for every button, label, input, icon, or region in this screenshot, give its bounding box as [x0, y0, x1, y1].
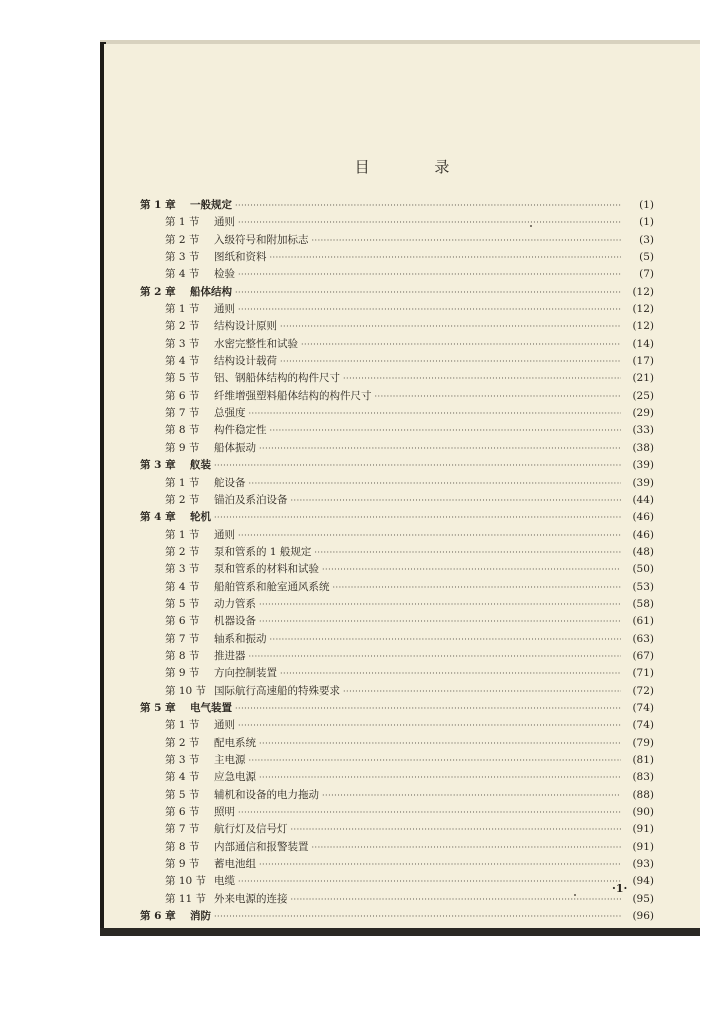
- toc-entry-number: 第 5 节: [165, 372, 200, 385]
- toc-entry-page: (17): [632, 355, 654, 368]
- toc-entry-page: (74): [632, 701, 654, 714]
- toc-section-entry[interactable]: [140, 821, 654, 838]
- dot-leader: [270, 422, 622, 439]
- toc-section-entry[interactable]: [140, 544, 654, 561]
- toc-entry-label: 轴系和振动: [214, 632, 267, 645]
- toc-entry-number: 第 8 节: [165, 424, 200, 437]
- dot-leader: [249, 475, 622, 492]
- toc-entry-label: 内部通信和报警装置: [214, 840, 309, 853]
- toc-section-entry[interactable]: [140, 839, 654, 856]
- toc-entry-page: (12): [632, 303, 654, 316]
- toc-section-entry[interactable]: [140, 579, 654, 596]
- toc-entry-number: 第 3 节: [165, 563, 200, 576]
- dot-leader: [214, 908, 621, 925]
- toc-entry-page: (79): [632, 736, 654, 749]
- dot-leader: [291, 821, 622, 838]
- toc-entry-number: 第 1 节: [165, 476, 200, 489]
- toc-section-entry[interactable]: [140, 370, 654, 387]
- toc-entry-page: (90): [632, 806, 654, 819]
- toc-entry-page: (25): [632, 389, 654, 402]
- toc-entry-label: 泵和管系的材料和试验: [214, 563, 319, 576]
- toc-entry-page: (21): [632, 372, 654, 385]
- dot-leader: [259, 856, 621, 873]
- toc-section-entry[interactable]: [140, 856, 654, 873]
- dot-leader: [312, 839, 622, 856]
- dot-leader: [301, 336, 621, 353]
- toc-entry-label: 机器设备: [214, 615, 256, 628]
- toc-section-entry[interactable]: [140, 804, 654, 821]
- dot-leader: [270, 631, 622, 648]
- toc-entry-number: 第 10 节: [165, 875, 207, 888]
- toc-entry-page: (1): [639, 199, 654, 211]
- document-page: [104, 44, 700, 930]
- toc-entry-label: 入级符号和附加标志: [214, 233, 309, 246]
- dot-leader: [280, 665, 621, 682]
- toc-entry-number: 第 4 节: [165, 771, 200, 784]
- scan-speck: [574, 894, 576, 896]
- toc-entry-page: (29): [632, 407, 654, 420]
- toc-section-entry[interactable]: [140, 665, 654, 682]
- scan-speck: [530, 225, 532, 227]
- toc-entry-number: 第 7 节: [165, 823, 200, 836]
- toc-entry-label: 泵和管系的 1 般规定: [214, 545, 312, 558]
- toc-entry-number: 第 5 节: [165, 597, 200, 610]
- toc-entry-number: 第 10 节: [165, 684, 207, 697]
- dot-leader: [249, 405, 622, 422]
- toc-entry-label: 外来电源的连接: [214, 892, 288, 905]
- toc-entry-label: 结构设计原则: [214, 320, 277, 333]
- toc-entry-number: 第 8 节: [165, 649, 200, 662]
- toc-entry-label: 船舶管系和舱室通风系统: [214, 580, 330, 593]
- toc-chapter-entry[interactable]: [140, 509, 654, 526]
- toc-entry-page: (61): [632, 615, 654, 628]
- dot-leader: [238, 527, 621, 544]
- dot-leader: [314, 544, 621, 561]
- toc-entry-number: 第 3 章: [140, 459, 176, 472]
- toc-entry-number: 第 3 节: [165, 251, 200, 264]
- toc-entry-number: 第 2 节: [165, 233, 200, 246]
- dot-leader: [238, 214, 621, 231]
- toc-entry-label: 舵设备: [214, 476, 246, 489]
- toc-entry-page: (81): [632, 754, 654, 766]
- toc-section-entry[interactable]: [140, 596, 654, 613]
- toc-entry-page: (94): [632, 875, 654, 888]
- toc-entry-label: 图纸和资料: [214, 251, 267, 264]
- toc-entry-number: 第 2 章: [140, 285, 176, 298]
- dot-leader: [238, 717, 621, 734]
- toc-entry-label: 主电源: [214, 754, 246, 766]
- toc-entry-label: 航行灯及信号灯: [214, 823, 288, 836]
- toc-section-entry[interactable]: [140, 717, 654, 734]
- toc-entry-label: 国际航行高速船的特殊要求: [214, 684, 340, 697]
- toc-entry-page: (5): [639, 251, 654, 264]
- toc-entry-label: 结构设计载荷: [214, 355, 277, 368]
- toc-entry-page: (91): [632, 840, 654, 853]
- dot-leader: [259, 769, 621, 786]
- toc-entry-page: (39): [632, 459, 654, 472]
- toc-section-entry[interactable]: [140, 735, 654, 752]
- toc-section-entry[interactable]: [140, 475, 654, 492]
- toc-entry-label: 铝、钢船体结构的构件尺寸: [214, 372, 340, 385]
- toc-entry-label: 蓄电池组: [214, 858, 256, 871]
- toc-section-entry[interactable]: [140, 527, 654, 544]
- toc-entry-page: (63): [632, 632, 654, 645]
- dot-leader: [249, 648, 622, 665]
- dot-leader: [312, 232, 622, 249]
- toc-entry-number: 第 1 节: [165, 216, 200, 229]
- dot-leader: [322, 787, 621, 804]
- toc-section-entry[interactable]: [140, 873, 654, 890]
- toc-entry-label: 通则: [214, 303, 235, 316]
- toc-entry-number: 第 6 节: [165, 389, 200, 402]
- dot-leader: [259, 440, 621, 457]
- toc-section-entry[interactable]: [140, 631, 654, 648]
- toc-entry-page: (46): [632, 528, 654, 541]
- toc-entry-page: (88): [632, 788, 654, 801]
- dot-leader: [280, 318, 621, 335]
- dot-leader: [280, 353, 621, 370]
- toc-entry-label: 一般规定: [190, 199, 232, 211]
- dot-leader: [235, 700, 621, 717]
- toc-section-entry[interactable]: [140, 492, 654, 509]
- toc-section-entry[interactable]: [140, 422, 654, 439]
- toc-section-entry[interactable]: [140, 266, 654, 283]
- toc-entry-page: (91): [632, 823, 654, 836]
- dot-leader: [214, 509, 621, 526]
- toc-entry-label: 构件稳定性: [214, 424, 267, 437]
- dot-leader: [291, 492, 622, 509]
- toc-chapter-entry[interactable]: [140, 908, 654, 925]
- toc-entry-page: (3): [639, 233, 654, 246]
- toc-entry-number: 第 1 章: [140, 199, 176, 211]
- toc-entry-number: 第 9 节: [165, 441, 200, 454]
- toc-section-entry[interactable]: [140, 353, 654, 370]
- toc-entry-label: 辅机和设备的电力拖动: [214, 788, 319, 801]
- toc-entry-page: (58): [632, 597, 654, 610]
- toc-entry-page: (48): [632, 545, 654, 558]
- toc-entry-label: 轮机: [190, 511, 211, 524]
- toc-entry-number: 第 6 章: [140, 910, 176, 923]
- toc-entry-label: 锚泊及系泊设备: [214, 493, 288, 506]
- toc-entry-label: 动力管系: [214, 597, 256, 610]
- toc-entry-label: 电缆: [214, 875, 235, 888]
- toc-chapter-entry[interactable]: [140, 284, 654, 301]
- toc-entry-label: 推进器: [214, 649, 246, 662]
- toc-entry-label: 电气装置: [190, 701, 232, 714]
- toc-entry-number: 第 2 节: [165, 320, 200, 333]
- toc-entry-page: (39): [632, 476, 654, 489]
- toc-entry-label: 舣装: [190, 459, 211, 472]
- toc-entry-number: 第 1 节: [165, 303, 200, 316]
- toc-entry-page: (44): [632, 493, 654, 506]
- toc-entry-label: 照明: [214, 806, 235, 819]
- dot-leader: [238, 301, 621, 318]
- toc-section-entry[interactable]: [140, 752, 654, 769]
- toc-entry-page: (71): [632, 667, 654, 680]
- toc-entry-label: 水密完整性和试验: [214, 337, 298, 350]
- toc-entry-number: 第 4 节: [165, 580, 200, 593]
- toc-entry-page: (50): [632, 563, 654, 576]
- toc-entry-page: (7): [639, 268, 654, 281]
- dot-leader: [375, 388, 622, 405]
- toc-section-entry[interactable]: [140, 683, 654, 700]
- toc-entry-page: (83): [632, 771, 654, 784]
- dot-leader: [235, 284, 621, 301]
- toc-section-entry[interactable]: [140, 405, 654, 422]
- toc-entry-page: (33): [632, 424, 654, 437]
- toc-entry-number: 第 6 节: [165, 615, 200, 628]
- toc-entry-page: (93): [632, 858, 654, 871]
- toc-entry-page: (96): [632, 910, 654, 923]
- toc-entry-label: 方向控制装置: [214, 667, 277, 680]
- toc-section-entry[interactable]: [140, 388, 654, 405]
- scan-bottom-edge: [100, 928, 700, 936]
- toc-section-entry[interactable]: [140, 440, 654, 457]
- toc-entry-page: (72): [632, 684, 654, 697]
- toc-entry-number: 第 2 节: [165, 545, 200, 558]
- toc-entry-page: (95): [632, 892, 654, 905]
- toc-entry-label: 总强度: [214, 407, 246, 420]
- page-title: 目 录: [354, 158, 480, 176]
- toc-section-entry[interactable]: [140, 648, 654, 665]
- toc-section-entry[interactable]: [140, 318, 654, 335]
- dot-leader: [238, 873, 621, 890]
- toc-entry-page: (46): [632, 511, 654, 524]
- dot-leader: [249, 752, 622, 769]
- dot-leader: [214, 457, 621, 474]
- dot-leader: [343, 683, 621, 700]
- toc-entry-page: (1): [639, 216, 654, 229]
- dot-leader: [235, 197, 621, 214]
- toc-entry-number: 第 8 节: [165, 840, 200, 853]
- toc-entry-number: 第 4 节: [165, 268, 200, 281]
- toc-section-entry[interactable]: [140, 787, 654, 804]
- dot-leader: [343, 370, 621, 387]
- toc-entry-label: 通则: [214, 719, 235, 732]
- toc-entry-number: 第 7 节: [165, 632, 200, 645]
- toc-entry-number: 第 6 节: [165, 806, 200, 819]
- toc-entry-number: 第 4 章: [140, 511, 176, 524]
- toc-entry-number: 第 1 节: [165, 719, 200, 732]
- toc-entry-number: 第 9 节: [165, 667, 200, 680]
- toc-chapter-entry[interactable]: [140, 457, 654, 474]
- dot-leader: [333, 579, 622, 596]
- toc-section-entry[interactable]: [140, 336, 654, 353]
- toc-entry-number: 第 1 节: [165, 528, 200, 541]
- toc-entry-page: (38): [632, 441, 654, 454]
- table-of-contents: [140, 197, 654, 925]
- toc-entry-number: 第 5 章: [140, 701, 176, 714]
- toc-entry-page: (12): [632, 285, 654, 298]
- toc-section-entry[interactable]: [140, 769, 654, 786]
- toc-entry-page: (14): [632, 337, 654, 350]
- toc-entry-label: 纤维增强塑料船体结构的构件尺寸: [214, 389, 372, 402]
- toc-entry-label: 通则: [214, 216, 235, 229]
- toc-entry-number: 第 5 节: [165, 788, 200, 801]
- toc-entry-page: (53): [632, 580, 654, 593]
- toc-section-entry[interactable]: [140, 891, 654, 908]
- toc-section-entry[interactable]: [140, 232, 654, 249]
- dot-leader: [238, 266, 621, 283]
- toc-entry-label: 通则: [214, 528, 235, 541]
- dot-leader: [322, 561, 621, 578]
- toc-entry-number: 第 3 节: [165, 337, 200, 350]
- dot-leader: [238, 804, 621, 821]
- toc-chapter-entry[interactable]: [140, 700, 654, 717]
- toc-entry-number: 第 4 节: [165, 355, 200, 368]
- toc-entry-number: 第 2 节: [165, 493, 200, 506]
- toc-entry-label: 检验: [214, 268, 235, 281]
- toc-section-entry[interactable]: [140, 301, 654, 318]
- dot-leader: [259, 613, 621, 630]
- toc-entry-label: 消防: [190, 910, 211, 923]
- toc-entry-label: 船体结构: [190, 285, 232, 298]
- toc-section-entry[interactable]: [140, 214, 654, 231]
- toc-entry-number: 第 7 节: [165, 407, 200, 420]
- toc-entry-number: 第 3 节: [165, 754, 200, 766]
- toc-entry-number: 第 11 节: [165, 892, 207, 905]
- toc-entry-number: 第 2 节: [165, 736, 200, 749]
- toc-entry-page: (12): [632, 320, 654, 333]
- toc-entry-page: (67): [632, 649, 654, 662]
- dot-leader: [270, 249, 622, 266]
- dot-leader: [259, 735, 621, 752]
- page-number: ·1·: [612, 882, 628, 895]
- toc-chapter-entry[interactable]: [140, 197, 654, 214]
- toc-section-entry[interactable]: [140, 613, 654, 630]
- toc-section-entry[interactable]: [140, 561, 654, 578]
- toc-entry-number: 第 9 节: [165, 858, 200, 871]
- dot-leader: [291, 891, 622, 908]
- toc-entry-label: 应急电源: [214, 771, 256, 784]
- toc-entry-label: 船体振动: [214, 441, 256, 454]
- toc-entry-page: (74): [632, 719, 654, 732]
- dot-leader: [259, 596, 621, 613]
- toc-entry-label: 配电系统: [214, 736, 256, 749]
- toc-section-entry[interactable]: [140, 249, 654, 266]
